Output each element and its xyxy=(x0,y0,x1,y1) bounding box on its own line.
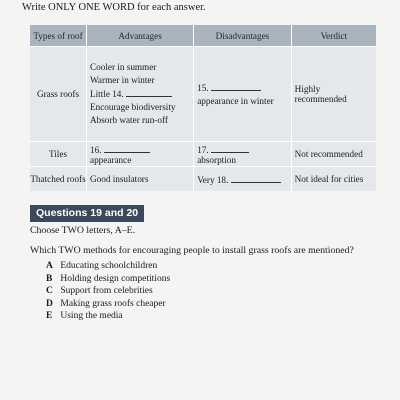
cell-grass-advantages xyxy=(87,47,194,142)
option-text: Support from celebrities xyxy=(60,286,153,296)
gap-16-label: 16. xyxy=(90,145,102,155)
instruction-text: Write ONLY ONE WORD for each answer. xyxy=(22,2,206,13)
option-letter: B xyxy=(46,273,53,284)
cell-thatched-disadvantages xyxy=(194,167,291,192)
cell-grass-disadvantages xyxy=(194,47,291,142)
advantage-item: Cooler in summer xyxy=(90,62,157,72)
option-letter: E xyxy=(46,311,53,321)
answer-blank-16[interactable] xyxy=(104,143,150,153)
table-row-tiles xyxy=(30,142,376,167)
disadvantage-text: appearance in winter xyxy=(197,95,274,106)
option-b[interactable] xyxy=(46,273,170,286)
gap-17-label: 17. xyxy=(197,145,209,155)
gap-14-label: Little 14. xyxy=(90,89,124,99)
option-letter: C xyxy=(46,286,53,296)
answer-blank-18[interactable] xyxy=(231,173,281,183)
gap-15-label: 15. xyxy=(197,82,209,93)
option-e[interactable] xyxy=(46,310,170,323)
option-d[interactable] xyxy=(46,298,170,311)
cell-tiles-advantages xyxy=(87,142,194,167)
advantage-item: Absorb water run-off xyxy=(90,115,168,125)
option-text: Educating schoolchildren xyxy=(60,261,158,271)
gap-18-label: Very 18. xyxy=(197,175,229,185)
answer-blank-15[interactable] xyxy=(211,81,261,91)
options-list xyxy=(46,260,170,323)
header-disadvantages: Disadvantages xyxy=(194,25,291,47)
cell-thatched-type: Thatched roofs xyxy=(30,167,87,192)
option-letter: D xyxy=(46,298,53,309)
advantage-item: Warmer in winter xyxy=(90,75,155,85)
roof-types-table xyxy=(30,25,376,191)
option-text: Making grass roofs cheaper xyxy=(60,298,166,309)
cell-thatched-verdict: Not ideal for cities xyxy=(291,167,376,192)
option-text: Holding design competitions xyxy=(60,273,171,284)
advantage-item-with-gap xyxy=(90,87,190,101)
cell-tiles-disadvantages xyxy=(194,142,291,167)
advantage-item: Encourage biodiversity xyxy=(90,102,176,112)
header-advantages: Advantages xyxy=(87,25,194,47)
option-text: Using the media xyxy=(60,311,123,321)
question-text: Which TWO methods for encouraging people to install grass roofs are mentioned? xyxy=(30,245,354,256)
cell-grass-type: Grass roofs xyxy=(30,47,87,142)
table-header-row xyxy=(30,25,376,47)
cell-tiles-verdict: Not recommended xyxy=(291,142,376,167)
option-c[interactable] xyxy=(46,285,170,298)
header-verdict: Verdict xyxy=(291,25,376,47)
answer-blank-14[interactable] xyxy=(126,87,172,97)
table-row-thatched xyxy=(30,167,376,192)
header-types-of-roof: Types of roof xyxy=(30,25,87,47)
option-a[interactable] xyxy=(46,260,170,273)
advantage-text: appearance xyxy=(90,155,132,165)
choose-instruction: Choose TWO letters, A–E. xyxy=(30,225,136,236)
cell-thatched-advantages: Good insulators xyxy=(87,167,194,192)
disadvantage-text: absorption xyxy=(197,155,236,165)
answer-blank-17[interactable] xyxy=(211,143,249,153)
cell-grass-verdict: Highly recommended xyxy=(291,47,376,142)
table-row-grass xyxy=(30,47,376,142)
questions-heading: Questions 19 and 20 xyxy=(30,205,144,222)
option-letter: A xyxy=(46,261,53,271)
cell-tiles-type: Tiles xyxy=(30,142,87,167)
